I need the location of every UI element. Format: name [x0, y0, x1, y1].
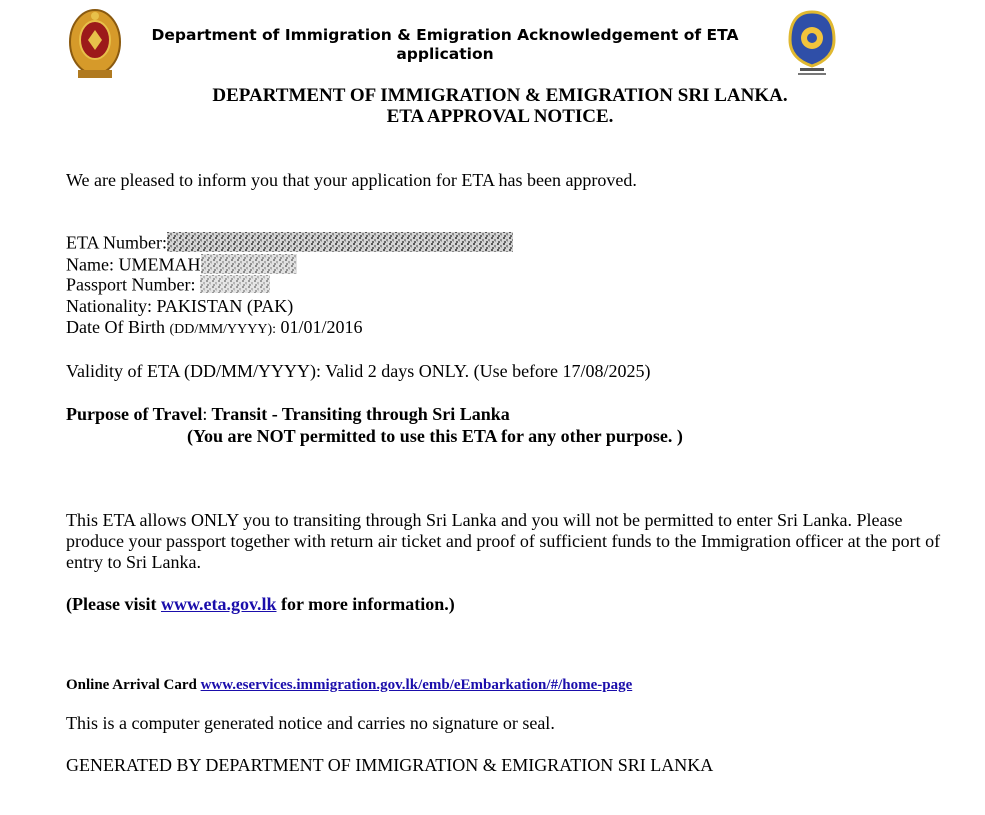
- purpose-value: Transit - Transiting through Sri Lanka: [211, 404, 510, 424]
- nationality-label: Nationality:: [66, 296, 152, 316]
- intro-text: We are pleased to inform you that your application for ETA has been approved.: [66, 170, 637, 190]
- immigration-department-crest-icon: [786, 10, 838, 80]
- arrival-card-link[interactable]: www.eservices.immigration.gov.lk/emb/eEmbarkation/#/home-page: [200, 677, 633, 693]
- passport-label: Passport Number:: [66, 274, 196, 295]
- arrival-card-label: Online Arrival Card: [66, 677, 197, 693]
- sri-lanka-emblem-icon: [68, 8, 122, 82]
- header-title: Department of Immigration & Emigration Acknowledgement of ETA application: [151, 26, 739, 63]
- dob-value: 01/01/2016: [280, 317, 363, 337]
- purpose-warning: (You are NOT permitted to use this ETA for any other purpose. ): [187, 426, 683, 446]
- visit-prefix: (Please visit: [66, 594, 161, 614]
- nationality-row: [66, 296, 293, 317]
- heading-line-2: ETA APPROVAL NOTICE.: [386, 106, 614, 127]
- heading-line-1: DEPARTMENT OF IMMIGRATION & EMIGRATION SRI LANKA.: [212, 85, 788, 106]
- name-label: Name:: [66, 254, 114, 275]
- eta-website-link[interactable]: www.eta.gov.lk: [160, 594, 277, 614]
- transit-paragraph: This ETA allows ONLY you to transiting through Sri Lanka and you will not be permitted to enter Sri Lanka. Please produce your passport together with return air ticket and proof of sufficient funds to the Immigration officer at the port of entry to Sri Lanka.: [66, 510, 941, 572]
- arrival-card-row: [66, 675, 632, 696]
- purpose-row: Purpose of Travel: Transit - Transiting through Sri Lanka: [66, 404, 510, 424]
- visit-row: [66, 594, 455, 615]
- purpose-label: Purpose of Travel: [66, 404, 203, 424]
- notice-heading: [150, 85, 850, 127]
- nationality-value: PAKISTAN (PAK): [156, 296, 294, 316]
- computer-generated-note: This is a computer generated notice and carries no signature or seal.: [66, 713, 555, 733]
- dob-format: (DD/MM/YYYY):: [169, 322, 277, 337]
- validity-text: Validity of ETA (DD/MM/YYYY): Valid 2 days ONLY. (Use before 17/08/2025): [66, 361, 651, 381]
- dob-label: Date Of Birth: [66, 317, 165, 337]
- visit-suffix: for more information.): [276, 594, 455, 614]
- generated-by-footer: GENERATED BY DEPARTMENT OF IMMIGRATION & EMIGRATION SRI LANKA: [66, 755, 714, 775]
- eta-number-label: ETA Number:: [66, 232, 168, 253]
- name-value: UMEMAH: [118, 254, 201, 275]
- dob-row: [66, 317, 363, 340]
